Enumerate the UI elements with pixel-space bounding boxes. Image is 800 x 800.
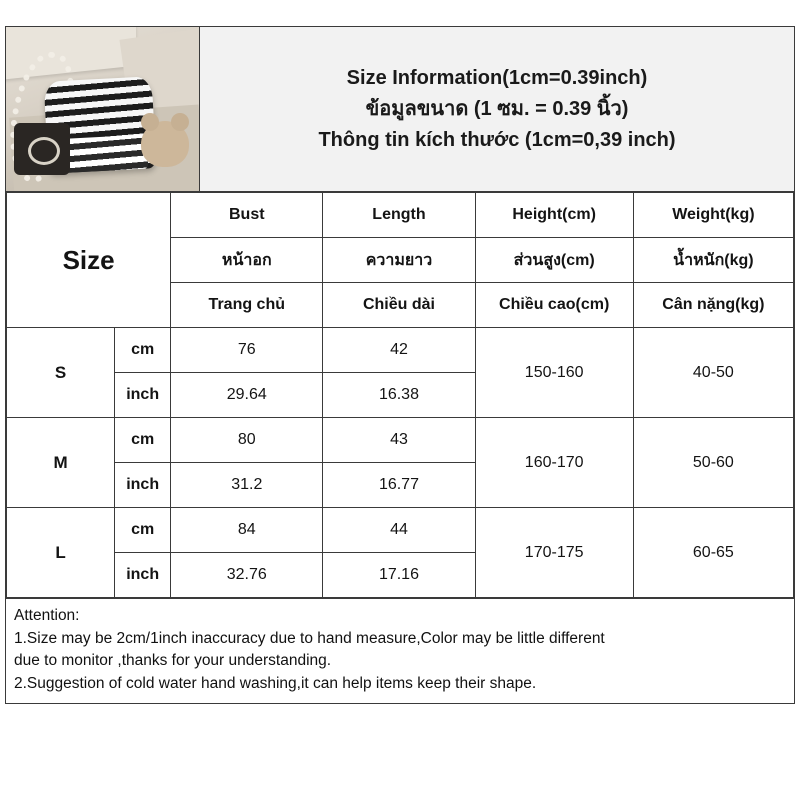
cell-height-s: 150-160 (475, 328, 633, 418)
chart-header (6, 27, 794, 192)
cell-bust-cm-l: 84 (171, 508, 323, 553)
product-photo-cell (6, 27, 200, 191)
cell-weight-l: 60-65 (633, 508, 793, 598)
cell-length-inch-l: 17.16 (323, 553, 475, 598)
attention-note-1-line-2: due to monitor ,thanks for your understanding. (14, 652, 332, 670)
size-header-cell: Size (7, 193, 171, 328)
table-header-row-en (7, 193, 794, 238)
table-row (7, 328, 794, 373)
cell-bust-cm-m: 80 (171, 418, 323, 463)
title-thai: ข้อมูลขนาด (1 ซม. = 0.39 นิ้ว) (365, 97, 629, 120)
attention-heading: Attention: (14, 607, 80, 625)
handbag-icon (14, 123, 70, 175)
teddy-bear-icon (141, 121, 189, 167)
table-row (7, 508, 794, 553)
col-header-length-en: Length (323, 193, 475, 238)
title-vietnamese: Thông tin kích thước (1cm=0,39 inch) (318, 128, 676, 151)
col-header-weight-en: Weight(kg) (633, 193, 793, 238)
col-header-weight-th: น้ำหนัก(kg) (633, 238, 793, 283)
col-header-height-th: ส่วนสูง(cm) (475, 238, 633, 283)
title-english: Size Information(1cm=0.39inch) (346, 66, 648, 89)
col-header-weight-vi: Cân nặng(kg) (633, 283, 793, 328)
row-size-label-m: M (7, 418, 115, 508)
chart-titles (200, 27, 794, 191)
cell-height-m: 160-170 (475, 418, 633, 508)
cell-weight-s: 40-50 (633, 328, 793, 418)
size-chart (5, 26, 795, 704)
cell-bust-inch-m: 31.2 (171, 463, 323, 508)
striped-tube-top-product-photo (6, 27, 199, 191)
cell-height-l: 170-175 (475, 508, 633, 598)
row-unit-inch-l: inch (115, 553, 171, 598)
row-unit-cm-s: cm (115, 328, 171, 373)
table-row (7, 418, 794, 463)
col-header-length-vi: Chiều dài (323, 283, 475, 328)
cell-bust-inch-l: 32.76 (171, 553, 323, 598)
cell-length-inch-m: 16.77 (323, 463, 475, 508)
attention-notes (6, 598, 794, 703)
row-unit-inch-s: inch (115, 373, 171, 418)
row-unit-cm-m: cm (115, 418, 171, 463)
cell-bust-inch-s: 29.64 (171, 373, 323, 418)
col-header-bust-th: หน้าอก (171, 238, 323, 283)
cell-bust-cm-s: 76 (171, 328, 323, 373)
cell-weight-m: 50-60 (633, 418, 793, 508)
cell-length-cm-l: 44 (323, 508, 475, 553)
row-unit-cm-l: cm (115, 508, 171, 553)
row-size-label-s: S (7, 328, 115, 418)
attention-note-2: 2.Suggestion of cold water hand washing,it can help items keep their shape. (14, 674, 537, 692)
cell-length-inch-s: 16.38 (323, 373, 475, 418)
col-header-bust-vi: Trang chủ (171, 283, 323, 328)
row-unit-inch-m: inch (115, 463, 171, 508)
row-size-label-l: L (7, 508, 115, 598)
attention-note-1-line-1: 1.Size may be 2cm/1inch inaccuracy due to hand measure,Color may be little different (14, 629, 605, 647)
col-header-height-en: Height(cm) (475, 193, 633, 238)
col-header-length-th: ความยาว (323, 238, 475, 283)
col-header-height-vi: Chiều cao(cm) (475, 283, 633, 328)
cell-length-cm-s: 42 (323, 328, 475, 373)
measurement-table (6, 192, 794, 598)
cell-length-cm-m: 43 (323, 418, 475, 463)
col-header-bust-en: Bust (171, 193, 323, 238)
